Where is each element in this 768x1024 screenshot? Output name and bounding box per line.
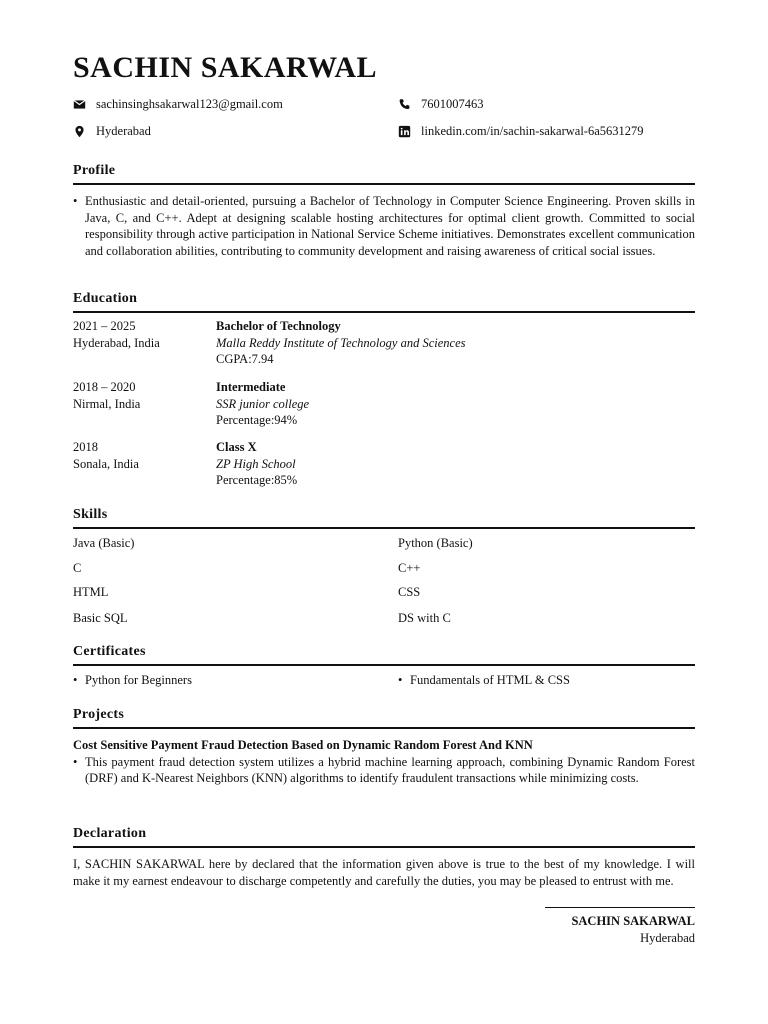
skill-item: Python (Basic) xyxy=(398,536,473,550)
education-section xyxy=(73,290,695,313)
education-score: CGPA:7.94 xyxy=(216,352,274,366)
signature-block xyxy=(545,907,695,946)
phone-item[interactable] xyxy=(398,96,484,113)
education-years: 2018 – 2020 xyxy=(73,380,136,394)
education-school: SSR junior college xyxy=(216,396,310,411)
skill-item: C++ xyxy=(398,561,421,575)
location-item xyxy=(73,123,151,140)
certificate-item: • Fundamentals of HTML & CSS xyxy=(398,672,570,689)
profile-text: • Enthusiastic and detail-oriented, pursuing a Bachelor of Technology in Computer Science Engineering. Proven skills in Java, C, and C++. Adept at designing scalable hosting architectures for optimal client growth. Committed to social responsibility through active participation in National Service Scheme initiatives. Demonstrates excellent communication and collaboration abilities, contributing to community development and raising awareness of critical social issues. xyxy=(73,193,695,259)
education-score: Percentage:94% xyxy=(216,413,298,427)
education-years: 2021 – 2025 xyxy=(73,319,136,333)
phone-text[interactable]: 7601007463 xyxy=(421,97,484,111)
education-heading: Education xyxy=(73,290,695,313)
project-description: • This payment fraud detection system utilizes a hybrid machine learning approach, combining Dynamic Random Forest (DRF) and K-Nearest Neighbors (KNN) algorithms to identify fraudulent transactions while minimizing costs. xyxy=(73,754,695,787)
skill-item: Java (Basic) xyxy=(73,536,135,550)
education-place: Hyderabad, India xyxy=(73,335,160,350)
education-degree: Intermediate xyxy=(216,380,286,394)
projects-heading: Projects xyxy=(73,706,695,729)
skill-item: CSS xyxy=(398,585,421,599)
phone-icon xyxy=(398,98,411,111)
education-school: Malla Reddy Institute of Technology and Sciences xyxy=(216,335,466,350)
skill-item: HTML xyxy=(73,585,109,599)
education-degree: Bachelor of Technology xyxy=(216,319,341,333)
signature-place: Hyderabad xyxy=(640,930,695,945)
map-pin-icon xyxy=(73,125,86,138)
signature-line xyxy=(545,907,695,908)
linkedin-item[interactable] xyxy=(398,123,644,140)
projects-section xyxy=(73,706,695,787)
certificate-item: • Python for Beginners xyxy=(73,672,192,689)
declaration-heading: Declaration xyxy=(73,825,695,848)
signature-name: SACHIN SAKARWAL xyxy=(571,914,695,928)
location-text: Hyderabad xyxy=(96,124,151,138)
profile-heading: Profile xyxy=(73,162,695,185)
envelope-icon xyxy=(73,98,86,111)
project-title: Cost Sensitive Payment Fraud Detection Based on Dynamic Random Forest And KNN xyxy=(73,738,533,753)
skills-heading: Skills xyxy=(73,506,695,529)
email-text[interactable]: sachinsinghsakarwal123@gmail.com xyxy=(96,97,283,111)
education-degree: Class X xyxy=(216,440,257,454)
certificates-section xyxy=(73,643,695,666)
education-place: Sonala, India xyxy=(73,456,139,471)
skills-section xyxy=(73,506,695,529)
skill-item: C xyxy=(73,561,82,575)
profile-section xyxy=(73,162,695,259)
linkedin-icon xyxy=(398,125,411,138)
candidate-name: SACHIN SAKARWAL xyxy=(73,51,377,84)
declaration-text: I, SACHIN SAKARWAL here by declared that the information given above is true to the best of my knowledge. I will make it my earnest endeavour to discharge competently and carefully the duties, you may be pleased to entrust with me. xyxy=(73,857,695,888)
declaration-section xyxy=(73,825,695,889)
linkedin-text[interactable]: linkedin.com/in/sachin-sakarwal-6a5631279 xyxy=(421,124,644,138)
skill-item: Basic SQL xyxy=(73,611,128,625)
email-item[interactable] xyxy=(73,96,283,113)
skill-item: DS with C xyxy=(398,611,451,625)
education-school: ZP High School xyxy=(216,456,296,471)
education-years: 2018 xyxy=(73,440,98,454)
education-place: Nirmal, India xyxy=(73,396,141,411)
education-score: Percentage:85% xyxy=(216,473,298,487)
certificates-heading: Certificates xyxy=(73,643,695,666)
